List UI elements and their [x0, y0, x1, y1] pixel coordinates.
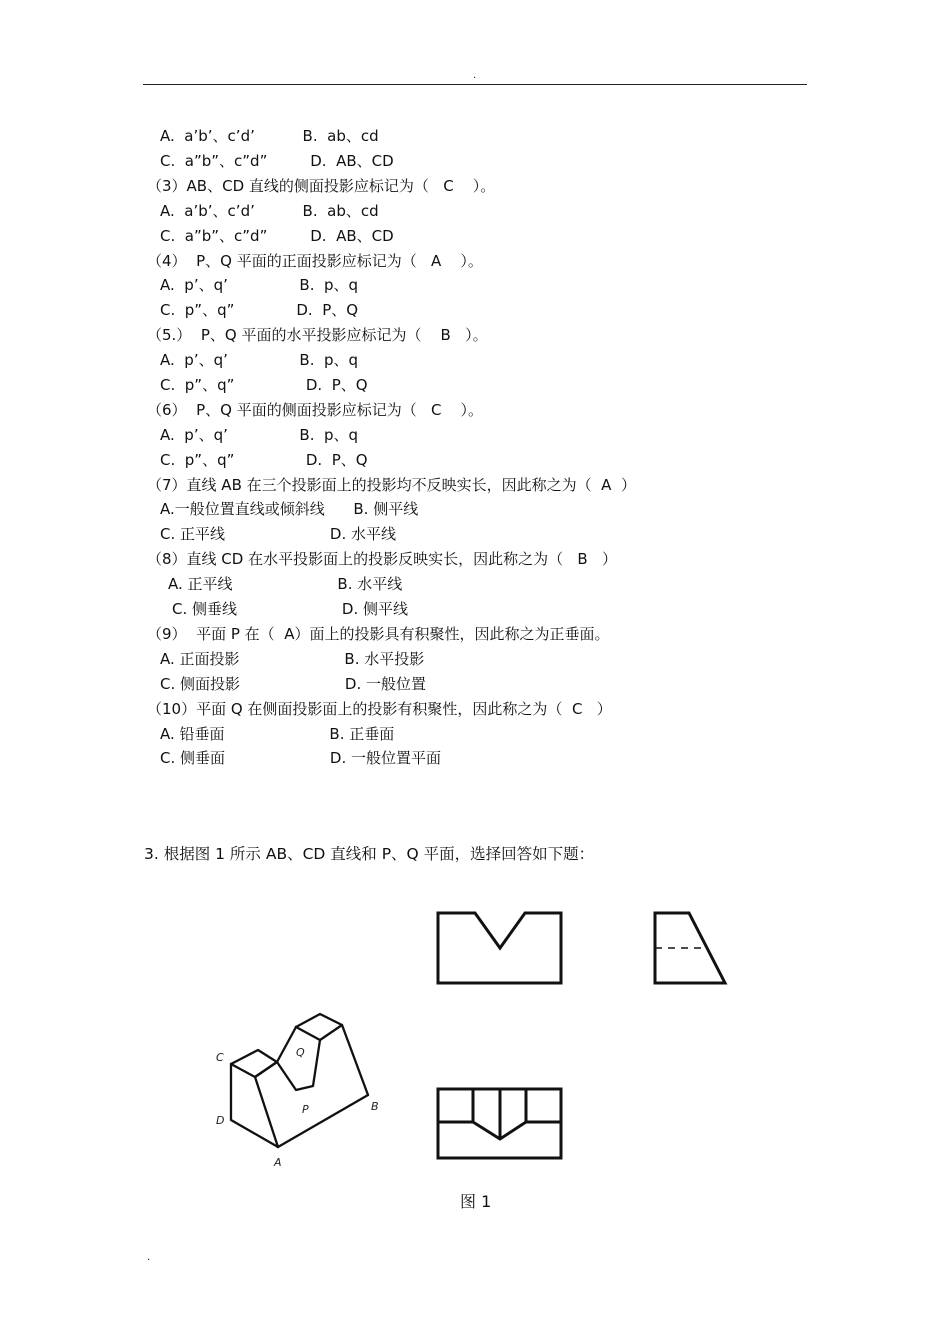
label-c: C	[216, 1051, 224, 1064]
option-line: A.一般位置直线或倾斜线 B. 侧平线	[160, 500, 419, 518]
side-view-drawing	[655, 913, 725, 983]
option-line: A. a’b’、c’d’ B. ab、cd	[160, 202, 379, 220]
option-line: C. p”、q” D. P、Q	[160, 376, 368, 394]
question-line: （5.） P、Q 平面的水平投影应标记为（ B ）。	[147, 326, 488, 344]
option-line: C. p”、q” D. P、Q	[160, 301, 359, 319]
option-line: A. a’b’、c’d’ B. ab、cd	[160, 127, 379, 145]
option-line: C. a”b”、c”d” D. AB、CD	[160, 152, 394, 170]
option-line: A. p’、q’ B. p、q	[160, 426, 359, 444]
section3-title: 3. 根据图 1 所示 AB、CD 直线和 P、Q 平面，选择回答如下题：	[144, 845, 595, 863]
question-line: （8）直线 CD 在水平投影面上的投影反映实长，因此称之为（ B ）	[147, 550, 618, 568]
label-p: P	[302, 1103, 309, 1116]
option-line: A. 正平线 B. 水平线	[168, 575, 403, 593]
label-b: B	[371, 1100, 379, 1113]
option-line: A. 正面投影 B. 水平投影	[160, 650, 425, 668]
option-line: C. 正平线 D. 水平线	[160, 525, 396, 543]
label-d: D	[216, 1114, 225, 1127]
option-line: C. 侧垂线 D. 侧平线	[172, 600, 408, 618]
isometric-drawing	[231, 1014, 368, 1147]
question-line: （3）AB、CD 直线的侧面投影应标记为（ C ）。	[147, 177, 496, 195]
option-line: A. p’、q’ B. p、q	[160, 351, 359, 369]
question-line: （10）平面 Q 在侧面投影面上的投影有积聚性，因此称之为（ C ）	[147, 700, 612, 718]
label-q: Q	[296, 1046, 305, 1059]
option-line: A. p’、q’ B. p、q	[160, 276, 359, 294]
question-line: （4） P、Q 平面的正面投影应标记为（ A ）。	[147, 252, 483, 270]
option-line: C. 侧面投影 D. 一般位置	[160, 675, 426, 693]
question-line: （9） 平面 P 在（ A）面上的投影具有积聚性，因此称之为正垂面。	[147, 625, 610, 643]
header-dot: .	[473, 70, 477, 81]
option-line: C. p”、q” D. P、Q	[160, 451, 368, 469]
option-line: C. 侧垂面 D. 一般位置平面	[160, 749, 441, 767]
top-view-drawing	[438, 1089, 561, 1158]
figure-caption: 图 1	[460, 1192, 492, 1211]
option-line: A. 铅垂面 B. 正垂面	[160, 725, 395, 743]
footer-dot: .	[147, 1252, 151, 1263]
question-line: （6） P、Q 平面的侧面投影应标记为（ C ）。	[147, 401, 484, 419]
question-line: （7）直线 AB 在三个投影面上的投影均不反映实长，因此称之为（ A ）	[147, 476, 636, 494]
option-line: C. a”b”、c”d” D. AB、CD	[160, 227, 394, 245]
label-a: A	[274, 1156, 282, 1169]
figure-labels	[216, 1046, 379, 1169]
front-view-drawing	[438, 913, 561, 983]
